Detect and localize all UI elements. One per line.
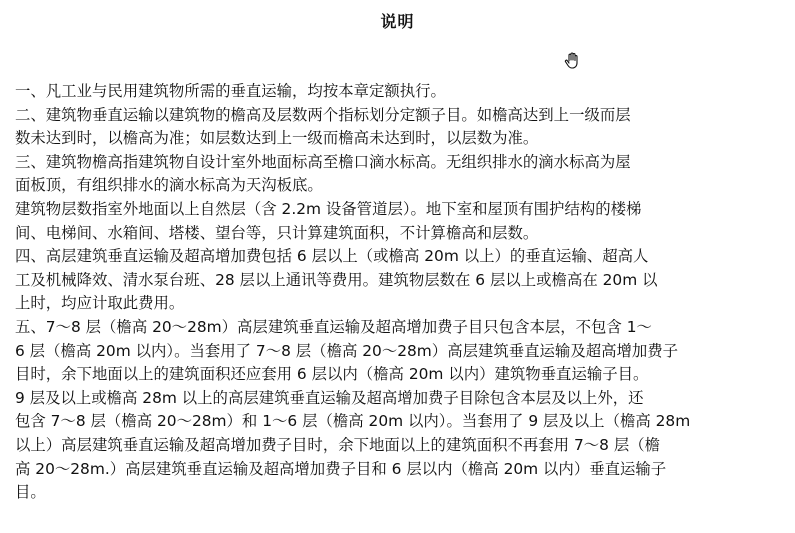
- text-line: 一、凡工业与民用建筑物所需的垂直运输，均按本章定额执行。: [15, 82, 446, 100]
- text-line: 间、电梯间、水箱间、塔楼、望台等，只计算建筑面积，不计算檐高和层数。: [15, 223, 539, 242]
- text-line: 目。: [15, 483, 46, 502]
- document-body: [15, 80, 787, 505]
- text-line: 工及机械降效、清水泵台班、28 层以上通讯等费用。建筑物层数在 6 层以上或檐高在 20m 以: [15, 270, 658, 289]
- text-line: 三、建筑物檐高指建筑物自设计室外地面标高至檐口滴水标高。无组织排水的滴水标高为屋: [15, 152, 631, 171]
- document-title: 说明: [380, 12, 415, 31]
- text-line: 四、高层建筑垂直运输及超高增加费包括 6 层以上（或檐高 20m 以上）的垂直运输、超高人: [15, 247, 649, 266]
- text-line: 上时，均应计取此费用。: [15, 294, 185, 313]
- text-line: 面板顶，有组织排水的滴水标高为天沟板底。: [15, 176, 323, 195]
- hand-pointer-icon: [564, 52, 580, 70]
- text-line: 目时，余下地面以上的建筑面积还应套用 6 层以内（檐高 20m 以内）建筑物垂直运输子目。: [15, 365, 649, 384]
- text-line: 以上）高层建筑垂直运输及超高增加费子目时，余下地面以上的建筑面积不再套用 7～8 层（檐: [15, 435, 660, 454]
- text-line: 建筑物层数指室外地面以上自然层（含 2.2m 设备管道层）。地下室和屋顶有围护结构的楼梯: [15, 199, 642, 218]
- text-line: 二、建筑物垂直运输以建筑物的檐高及层数两个指标划分定额子目。如檐高达到上一级而层: [15, 105, 631, 124]
- text-line: 数未达到时，以檐高为准；如层数达到上一级而檐高未达到时，以层数为准。: [15, 129, 539, 148]
- text-line: 包含 7～8 层（檐高 20～28m）和 1～6 层（檐高 20m 以内）。当套用了 9 层及以上（檐高 28m: [15, 412, 691, 431]
- text-line: 9 层及以上或檐高 28m 以上的高层建筑垂直运输及超高增加费子目除包含本层及以上外，还: [15, 388, 644, 407]
- text-line: 五、7～8 层（檐高 20～28m）高层建筑垂直运输及超高增加费子目只包含本层，不包含 1～: [15, 317, 652, 336]
- text-line: 高 20～28m.）高层建筑垂直运输及超高增加费子目和 6 层以内（檐高 20m 以内）垂直运输子: [15, 459, 667, 478]
- text-line: 6 层（檐高 20m 以内）。当套用了 7～8 层（檐高 20～28m）高层建筑垂直运输及超高增加费子: [15, 341, 679, 360]
